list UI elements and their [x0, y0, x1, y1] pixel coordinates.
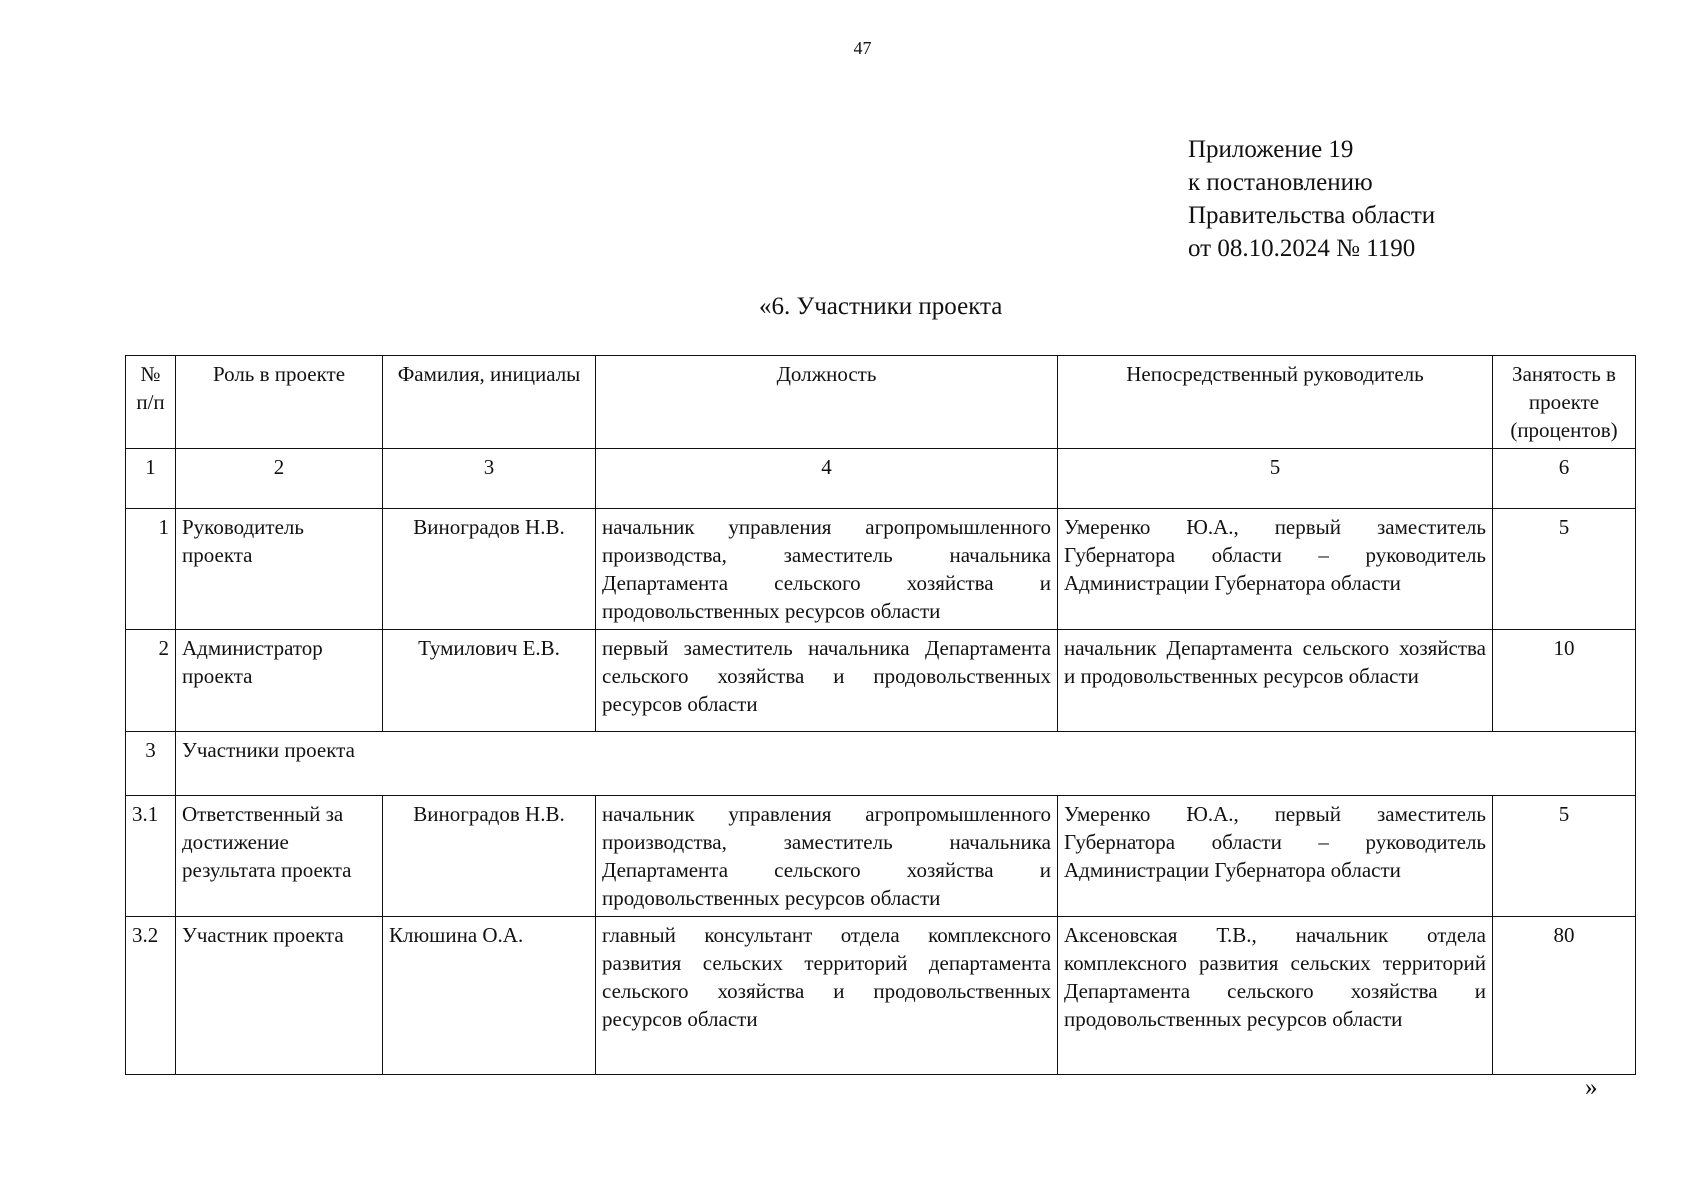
appendix-line: от 08.10.2024 № 1190 [1188, 235, 1416, 262]
row-name: Тумилович Е.В. [383, 630, 596, 732]
column-number: 1 [126, 449, 176, 509]
appendix-line: к постановлению [1188, 169, 1373, 196]
row-name: Клюшина О.А. [383, 917, 596, 1075]
row-manager: начальник Департамента сельского хозяйства и продовольственных ресурсов области [1058, 630, 1493, 732]
row-manager: Умеренко Ю.А., первый заместитель Губернатора области – руководитель Администрации Губернатора области [1058, 796, 1493, 917]
row-number: 1 [126, 509, 176, 630]
participants-table [125, 355, 1636, 1075]
row-name: Виноградов Н.В. [383, 509, 596, 630]
row-role: Участник проекта [176, 917, 383, 1075]
row-load: 5 [1493, 509, 1636, 630]
table-row [126, 796, 1636, 917]
row-position: начальник управления агропромышленного производства, заместитель начальника Департамента сельского хозяйства и продовольственных ресурсов области [596, 796, 1058, 917]
row-manager: Умеренко Ю.А., первый заместитель Губернатора области – руководитель Администрации Губернатора области [1058, 509, 1493, 630]
appendix-line: Приложение 19 [1188, 136, 1354, 163]
table-header-row [126, 356, 1636, 449]
header-cell: Фамилия, инициалы [383, 356, 596, 449]
header-cell: Непосредственный руководитель [1058, 356, 1493, 449]
row-number: 3.2 [126, 917, 176, 1075]
row-number: 2 [126, 630, 176, 732]
row-position: начальник управления агропромышленного производства, заместитель начальника Департамента сельского хозяйства и продовольственных ресурсов области [596, 509, 1058, 630]
group-row [126, 732, 1636, 796]
column-number: 2 [176, 449, 383, 509]
row-load: 5 [1493, 796, 1636, 917]
group-number: 3 [126, 732, 176, 796]
column-number: 3 [383, 449, 596, 509]
closing-quote: » [1585, 1074, 1598, 1101]
row-role: Руководитель проекта [176, 509, 383, 630]
group-label [176, 732, 1636, 796]
row-number: 3.1 [126, 796, 176, 917]
header-cell: Должность [596, 356, 1058, 449]
row-role: Ответственный за достижение результата проекта [176, 796, 383, 917]
row-manager: Аксеновская Т.В., начальник отдела комплексного развития сельских территорий Департамента сельского хозяйства и продовольственных ресурсов области [1058, 917, 1493, 1075]
page-number: 47 [853, 38, 872, 58]
table-row [126, 509, 1636, 630]
row-position: главный консультант отдела комплексного развития сельских территорий департамента сельского хозяйства и продовольственных ресурсов области [596, 917, 1058, 1075]
column-number: 6 [1493, 449, 1636, 509]
column-number-row [126, 449, 1636, 509]
appendix-line: Правительства области [1188, 202, 1436, 229]
column-number: 5 [1058, 449, 1493, 509]
column-number: 4 [596, 449, 1058, 509]
appendix-block [1188, 133, 1435, 265]
section-title: «6. Участники проекта [759, 293, 1003, 320]
header-cell: Роль в проекте [176, 356, 383, 449]
row-load: 10 [1493, 630, 1636, 732]
row-load: 80 [1493, 917, 1636, 1075]
row-position: первый заместитель начальника Департамента сельского хозяйства и продовольственных ресурсов области [596, 630, 1058, 732]
row-role: Администратор проекта [176, 630, 383, 732]
table-row [126, 917, 1636, 1075]
header-cell: Занятость в проекте (процентов) [1493, 356, 1636, 449]
header-cell: № п/п [126, 356, 176, 449]
group-role: Участники проекта [182, 738, 355, 762]
table-row [126, 630, 1636, 732]
row-name: Виноградов Н.В. [383, 796, 596, 917]
